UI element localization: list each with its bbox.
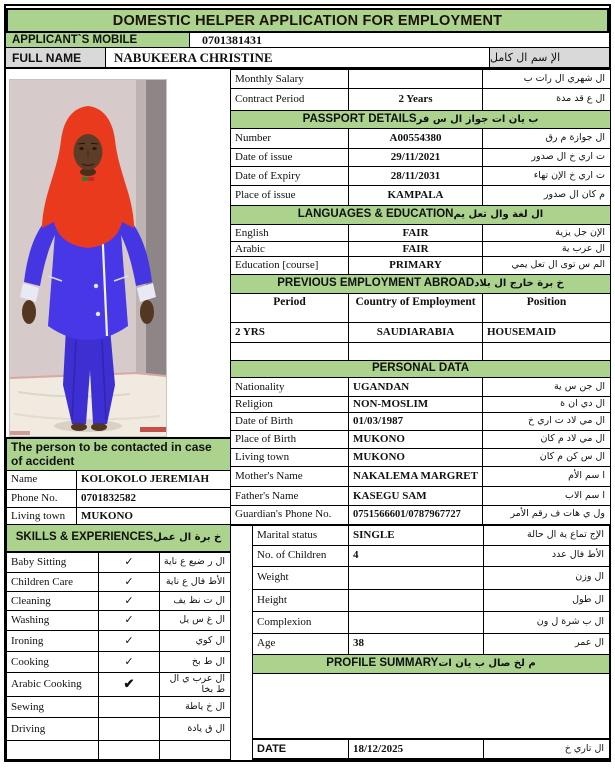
row-arabic: ال وزن	[484, 566, 610, 589]
row-label: Date of Birth	[231, 413, 349, 431]
row-skill-driving	[7, 718, 231, 741]
skill-label: Cleaning	[7, 592, 99, 611]
row-label: English	[231, 225, 349, 242]
full-name-arabic: الإ سم ال كامل	[490, 48, 609, 69]
row-label: Contract Period	[231, 89, 349, 111]
row-date-of-expiry	[231, 167, 611, 186]
skill-arabic: ال خ ياطة	[160, 697, 231, 718]
section-title-arabic: خ برة خارج ال بلاد	[474, 278, 564, 290]
skill-label	[7, 741, 99, 760]
section-header-skills	[7, 525, 231, 552]
row-label: Nationality	[231, 378, 349, 397]
section-title-arabic: ال لغة وال تعل يم	[453, 209, 544, 221]
row-arabic: ا سم الأم	[483, 467, 611, 487]
row-label: Religion	[231, 397, 349, 413]
row-arabic: الأط فال عدد	[484, 545, 610, 566]
row-date	[253, 739, 610, 759]
section-title-arabic: ب يان ات جواز ال س فر	[416, 113, 539, 125]
row-label: Number	[231, 129, 349, 149]
row-skill-washing	[7, 611, 231, 631]
row-place-of-issue	[231, 186, 611, 206]
row-label: Date of issue	[231, 149, 349, 167]
full-name-label: FULL NAME	[6, 48, 106, 69]
section-title: LANGUAGES & EDUCATION	[297, 208, 454, 221]
employment-country: SAUDIARABIA	[349, 323, 483, 343]
row-skill-cleaning	[7, 592, 231, 611]
row-label: Living town	[7, 507, 77, 526]
row-label: Guardian's Phone No.	[231, 506, 349, 525]
section-header-passport	[231, 111, 611, 129]
date-arabic: ال تاري خ	[484, 739, 610, 759]
row-contract-period	[231, 89, 611, 111]
skill-checkmark: ✔	[99, 673, 160, 697]
row-value	[349, 611, 484, 633]
section-title: The person to be contacted in case of accident	[7, 438, 231, 470]
row-passport-number	[231, 129, 611, 149]
section-title-arabic: م لخ صال ب يان ات	[438, 657, 536, 669]
skill-label: Baby Sitting	[7, 552, 99, 573]
skill-label: Children Care	[7, 573, 99, 592]
row-arabic: ال س كن م كان	[483, 449, 611, 467]
row-value: A00554380	[349, 129, 483, 149]
section-header-profile-summary	[253, 654, 610, 673]
skill-arabic: ال ط بخ	[160, 652, 231, 673]
row-arabic: ال طول	[484, 589, 610, 611]
employment-period	[231, 343, 349, 361]
row-contact-phone	[7, 489, 231, 507]
row-nationality	[231, 378, 611, 397]
row-label: Monthly Salary	[231, 70, 349, 89]
row-value: NAKALEMA MARGRET	[349, 467, 483, 487]
row-marital-status	[253, 525, 610, 545]
skill-arabic: ال عرب ي ال ط بخا	[160, 673, 231, 697]
row-value: 38	[349, 633, 484, 654]
row-skill-sewing	[7, 697, 231, 718]
date-value: 18/12/2025	[349, 739, 484, 759]
row-label: Father's Name	[231, 487, 349, 506]
row-label: Complexion	[253, 611, 349, 633]
row-value: FAIR	[349, 242, 483, 257]
row-arabic: ت اري خ الإن تهاء	[483, 167, 611, 186]
row-arabic: ال عرب ية	[483, 242, 611, 257]
skill-checkmark	[99, 718, 160, 741]
skill-arabic: ال ت نظ يف	[160, 592, 231, 611]
row-english	[231, 225, 611, 242]
row-father-name	[231, 487, 611, 506]
employment-empty-row	[231, 343, 611, 361]
page-title: DOMESTIC HELPER APPLICATION FOR EMPLOYMENT	[6, 8, 609, 33]
skill-checkmark: ✓	[99, 611, 160, 631]
column-header-country: Country of Employment	[349, 294, 483, 323]
section-title: PREVIOUS EMPLOYMENT ABROAD	[277, 277, 475, 290]
emergency-contact-table	[6, 437, 231, 527]
row-arabic: ال عمر	[484, 633, 610, 654]
row-arabic: م كان ال صدور	[483, 186, 611, 206]
skill-label: Sewing	[7, 697, 99, 718]
skill-label: Driving	[7, 718, 99, 741]
row-label: Name	[7, 470, 77, 489]
skill-checkmark: ✓	[99, 652, 160, 673]
employment-position: HOUSEMAID	[483, 323, 611, 343]
photo-cell	[6, 69, 230, 437]
row-date-of-issue	[231, 149, 611, 167]
row-value: NON-MOSLIM	[349, 397, 483, 413]
row-arabic: ال ب شرة ل ون	[484, 611, 610, 633]
row-arabic: ول ي هات ف رقم الأمر	[483, 506, 611, 525]
row-label: Arabic	[231, 242, 349, 257]
date-label: DATE	[253, 739, 349, 759]
row-label: Living town	[231, 449, 349, 467]
profile-summary-text	[253, 673, 610, 739]
row-weight	[253, 566, 610, 589]
section-header-employment	[231, 275, 611, 294]
row-label: Marital status	[253, 525, 349, 545]
employment-row	[231, 323, 611, 343]
row-arabic: ت اري خ ال صدور	[483, 149, 611, 167]
applicant-mobile-label: APPLICANT`S MOBILE	[6, 33, 190, 48]
row-label: Place of issue	[231, 186, 349, 206]
row-value: MUKONO	[349, 449, 483, 467]
section-title: SKILLS & EXPERIENCES	[15, 531, 154, 544]
skill-checkmark: ✓	[99, 631, 160, 652]
skill-checkmark	[99, 741, 160, 760]
row-skill-empty	[7, 741, 231, 760]
skills-table	[6, 524, 231, 761]
row-value: 4	[349, 545, 484, 566]
row-religion	[231, 397, 611, 413]
row-label: Height	[253, 589, 349, 611]
row-label: Age	[253, 633, 349, 654]
section-header-languages	[231, 206, 611, 225]
employment-period: 2 YRS	[231, 323, 349, 343]
row-value	[349, 566, 484, 589]
row-skill-arabic-cooking	[7, 673, 231, 697]
row-skill-baby-sitting	[7, 552, 231, 573]
row-arabic: الم س توى ال تعل يمي	[483, 257, 611, 275]
info-table	[230, 69, 611, 526]
row-arabic: ال مي لاد ت اري خ	[483, 413, 611, 431]
row-guardian-phone	[231, 506, 611, 525]
row-value: 0751566601/0787967727	[349, 506, 483, 525]
skill-checkmark: ✓	[99, 573, 160, 592]
row-arabic: الإن جل يزية	[483, 225, 611, 242]
section-header-personal	[231, 361, 611, 378]
row-education	[231, 257, 611, 275]
row-label: Education [course]	[231, 257, 349, 275]
row-arabic: ال شهري ال رات ب	[483, 70, 611, 89]
row-value: KASEGU SAM	[349, 487, 483, 506]
row-value: KOLOKOLO JEREMIAH	[77, 470, 231, 489]
skill-label: Washing	[7, 611, 99, 631]
row-value: MUKONO	[349, 431, 483, 449]
row-value: MUKONO	[77, 507, 231, 526]
row-children-count	[253, 545, 610, 566]
skill-checkmark: ✓	[99, 592, 160, 611]
section-title: PROFILE SUMMARY	[326, 656, 439, 669]
section-title: PERSONAL DATA	[231, 361, 611, 378]
row-label: Phone No.	[7, 489, 77, 507]
row-value: SINGLE	[349, 525, 484, 545]
row-value: KAMPALA	[349, 186, 483, 206]
section-title: PASSPORT DETAILS	[302, 112, 417, 125]
emergency-contact-header	[7, 438, 231, 470]
status-table	[252, 524, 610, 760]
skill-label: Arabic Cooking	[7, 673, 99, 697]
row-value: 2 Years	[349, 89, 483, 111]
row-label: No. of Children	[253, 545, 349, 566]
skill-label: Cooking	[7, 652, 99, 673]
employment-column-headers	[231, 294, 611, 323]
row-skill-ironing	[7, 631, 231, 652]
employment-position	[483, 343, 611, 361]
skill-arabic: الأط فال ع ناية	[160, 573, 231, 592]
skill-arabic: ال ر ضيع ع ناية	[160, 552, 231, 573]
row-value: 28/11/2031	[349, 167, 483, 186]
row-skill-children-care	[7, 573, 231, 592]
column-header-position: Position	[483, 294, 611, 323]
row-living-town	[231, 449, 611, 467]
row-mother-name	[231, 467, 611, 487]
row-arabic: ال جوازة م رق	[483, 129, 611, 149]
row-complexion	[253, 611, 610, 633]
skill-arabic: ال كوي	[160, 631, 231, 652]
row-arabic: ا سم الاب	[483, 487, 611, 506]
profile-summary-area	[253, 673, 610, 739]
row-arabic: الإج تماع ية ال حالة	[484, 525, 610, 545]
applicant-photo	[10, 80, 166, 436]
row-value: 01/03/1987	[349, 413, 483, 431]
row-date-of-birth	[231, 413, 611, 431]
row-arabic-language	[231, 242, 611, 257]
row-skill-cooking	[7, 652, 231, 673]
row-age	[253, 633, 610, 654]
row-place-of-birth	[231, 431, 611, 449]
row-arabic: ال ع قد مدة	[483, 89, 611, 111]
row-value: 0701832582	[77, 489, 231, 507]
row-value	[349, 589, 484, 611]
skill-checkmark	[99, 697, 160, 718]
row-label: Place of Birth	[231, 431, 349, 449]
row-value: UGANDAN	[349, 378, 483, 397]
row-label: Date of Expiry	[231, 167, 349, 186]
row-monthly-salary	[231, 70, 611, 89]
row-arabic: ال جن س ية	[483, 378, 611, 397]
row-label: Mother's Name	[231, 467, 349, 487]
skill-checkmark: ✓	[99, 552, 160, 573]
skill-arabic: ال غ س يل	[160, 611, 231, 631]
skill-arabic	[160, 741, 231, 760]
full-name-value: NABUKEERA CHRISTINE	[106, 48, 490, 69]
applicant-mobile-value: 0701381431	[190, 33, 609, 48]
row-height	[253, 589, 610, 611]
row-value: 29/11/2021	[349, 149, 483, 167]
skill-arabic: ال ق يادة	[160, 718, 231, 741]
skill-label: Ironing	[7, 631, 99, 652]
row-label: Weight	[253, 566, 349, 589]
column-header-period: Period	[231, 294, 349, 323]
row-value: FAIR	[349, 225, 483, 242]
row-contact-name	[7, 470, 231, 489]
row-arabic: ال مي لاد م كان	[483, 431, 611, 449]
row-value	[349, 70, 483, 89]
employment-country	[349, 343, 483, 361]
section-title-arabic: خ برة ال عمل	[153, 532, 222, 544]
row-arabic: ال دي ان ة	[483, 397, 611, 413]
row-value: PRIMARY	[349, 257, 483, 275]
